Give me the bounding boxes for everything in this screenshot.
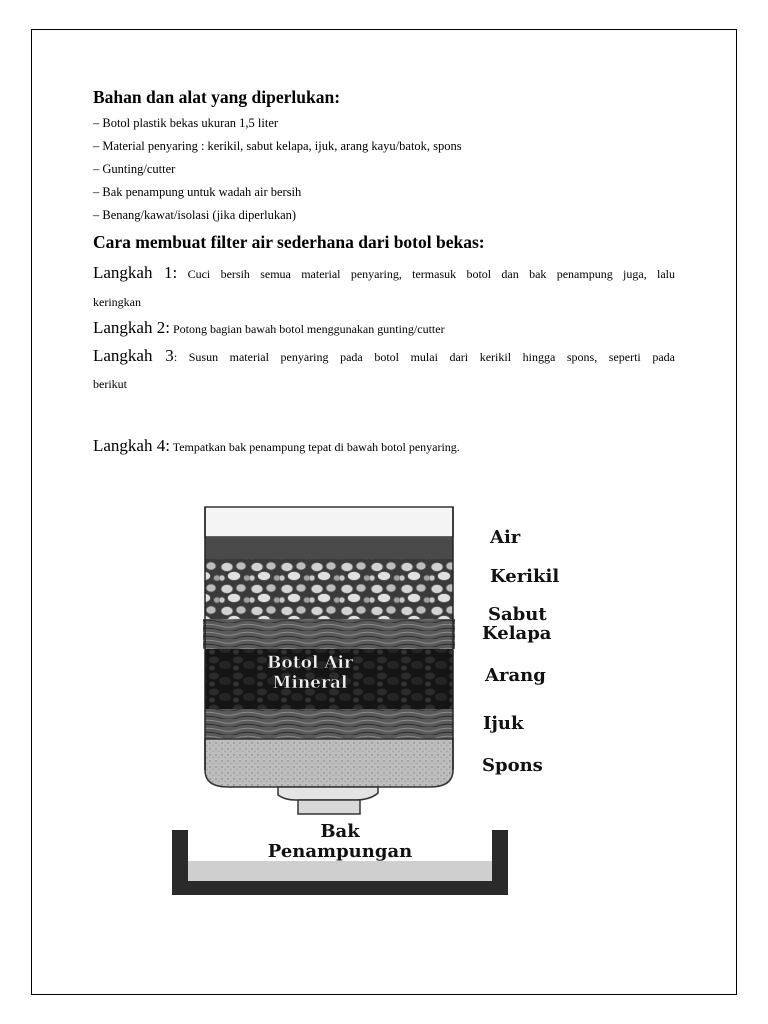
- basin-water: [188, 861, 492, 881]
- step-1-label: Langkah 1:: [93, 263, 178, 282]
- bottle-neck: [278, 787, 378, 800]
- method-heading: Cara membuat filter air sederhana dari botol bekas:: [93, 232, 485, 252]
- basin-label-line-2: Penampungan: [267, 841, 413, 862]
- step-3-continuation: berikut: [93, 377, 127, 391]
- layer-label-sabut: Sabut: [488, 604, 547, 625]
- material-item: – Botol plastik bekas ukuran 1,5 liter: [93, 116, 279, 130]
- bottle-cap: [298, 800, 360, 814]
- step-2-text: Potong bagian bawah botol menggunakan gunting/cutter: [169, 322, 445, 336]
- layer-label-kerikil: Kerikil: [490, 566, 560, 587]
- bottle-label-line-1: Botol Air: [267, 653, 353, 673]
- step-2-label: Langkah 2:: [93, 318, 170, 337]
- step-4-text: Tempatkan bak penampung tepat di bawah botol penyaring.: [169, 440, 460, 454]
- material-item: – Bak penampung untuk wadah air bersih: [93, 185, 302, 199]
- basin-label-line-1: Bak: [320, 821, 360, 842]
- sponge-layer: [205, 739, 453, 787]
- layer-label-kelapa: Kelapa: [482, 623, 552, 644]
- step-3: [93, 346, 675, 366]
- step-3-label: Langkah 3: [93, 346, 174, 365]
- material-item: – Gunting/cutter: [93, 162, 176, 176]
- material-item: – Material penyaring : kerikil, sabut kelapa, ijuk, arang kayu/batok, spons: [93, 139, 462, 153]
- material-item: – Benang/kawat/isolasi (jika diperlukan): [93, 208, 297, 222]
- step-4-label: Langkah 4:: [93, 436, 170, 455]
- layer-label-spons: Spons: [482, 755, 543, 776]
- layer-label-arang: Arang: [485, 665, 546, 686]
- gravel-layer: [205, 559, 453, 619]
- step-1-text: Cuci bersih semua material penyaring, termasuk botol dan bak penampung juga, lalu: [177, 267, 676, 281]
- step-4: [93, 436, 460, 456]
- water-layer: [205, 537, 453, 559]
- materials-heading: Bahan dan alat yang diperlukan:: [93, 87, 341, 107]
- bottle-label-line-2: Mineral: [272, 673, 348, 693]
- step-2: [93, 318, 445, 338]
- step-1-continuation: keringkan: [93, 295, 141, 309]
- ijuk-layer: [205, 709, 453, 739]
- step-3-text: : Susun material penyaring pada botol mulai dari kerikil hingga spons, seperti pada: [173, 350, 675, 364]
- layer-label-air: Air: [490, 527, 521, 548]
- bottle-top-empty: [205, 507, 453, 537]
- coconut-fiber-layer: [203, 619, 455, 649]
- step-1: [93, 263, 675, 283]
- water-filter-illustration: [160, 495, 630, 905]
- layer-label-ijuk: Ijuk: [483, 713, 524, 734]
